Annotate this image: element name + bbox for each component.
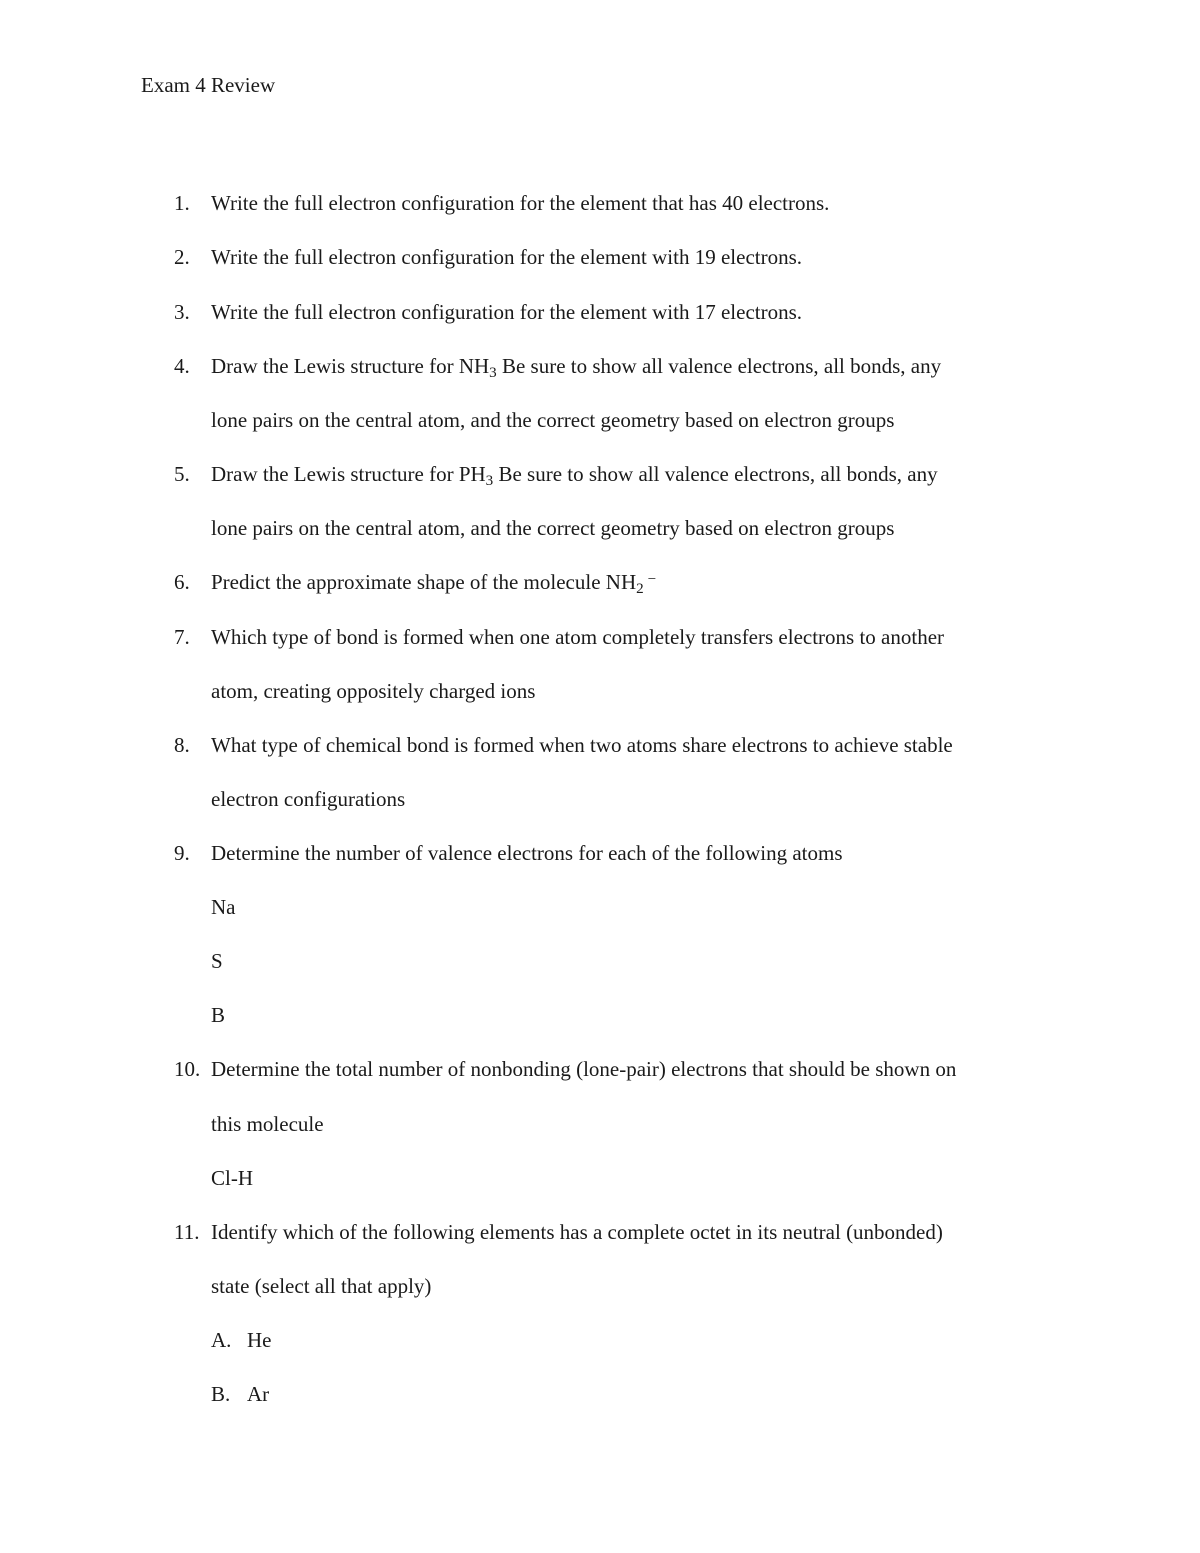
answer-item: Cl-H: [211, 1166, 253, 1190]
question-text-continued: atom, creating oppositely charged ions: [211, 679, 536, 703]
question-text-part: Draw the Lewis structure for PH: [211, 462, 486, 486]
option-letter: B.: [211, 1382, 231, 1406]
question-text: Write the full electron configuration for the element that has 40 electrons.: [211, 191, 830, 215]
question-text: Determine the number of valence electrons for each of the following atoms: [211, 841, 843, 865]
question-text: Write the full electron configuration for the element with 19 electrons.: [211, 245, 803, 269]
question-number: 2.: [174, 245, 190, 269]
question-text: Write the full electron configuration for the element with 17 electrons.: [211, 300, 803, 324]
question-text-part: Predict the approximate shape of the molecule NH: [211, 570, 637, 594]
document-title: Exam 4 Review: [141, 73, 276, 97]
answer-option: [211, 1381, 269, 1407]
answer-item: B: [211, 1003, 226, 1027]
question-number: 11.: [174, 1220, 200, 1244]
question-number: 4.: [174, 354, 190, 378]
question-text-continued: lone pairs on the central atom, and the correct geometry based on electron groups: [211, 516, 895, 540]
question-text: Which type of bond is formed when one atom completely transfers electrons to another: [211, 625, 945, 649]
question-text-continued: lone pairs on the central atom, and the correct geometry based on electron groups: [211, 408, 895, 432]
question-text-part: Be sure to show all valence electrons, all bonds, any: [496, 354, 942, 378]
question-text-part: Draw the Lewis structure for NH: [211, 354, 490, 378]
subscript: 3: [485, 473, 494, 490]
option-text: He: [247, 1328, 272, 1352]
question-text: [211, 353, 942, 382]
question-number: 8.: [174, 733, 190, 757]
question-number: 10.: [174, 1057, 201, 1081]
question-text: [211, 569, 656, 598]
question-text-part: Be sure to show all valence electrons, all bonds, any: [493, 462, 938, 486]
question-text: Determine the total number of nonbonding (lone-pair) electrons that should be shown on: [211, 1057, 957, 1081]
superscript: −: [643, 571, 656, 588]
answer-item: Na: [211, 895, 236, 919]
question-number: 9.: [174, 841, 190, 865]
question-text: [211, 461, 938, 490]
answer-item: S: [211, 949, 223, 973]
question-number: 1.: [174, 191, 190, 215]
question-number: 6.: [174, 570, 190, 594]
subscript: 2: [636, 581, 644, 598]
question-text: Identify which of the following elements has a complete octet in its neutral (unbonded): [211, 1220, 943, 1244]
option-text: Ar: [247, 1382, 270, 1406]
question-text-continued: electron configurations: [211, 787, 406, 811]
question-text: What type of chemical bond is formed when two atoms share electrons to achieve stable: [211, 733, 953, 757]
question-number: 5.: [174, 462, 190, 486]
question-number: 7.: [174, 625, 190, 649]
question-number: 3.: [174, 300, 190, 324]
subscript: 3: [489, 365, 497, 382]
answer-option: [211, 1327, 272, 1353]
question-text-continued: this molecule: [211, 1112, 324, 1136]
option-letter: A.: [211, 1328, 232, 1352]
question-text-continued: state (select all that apply): [211, 1274, 432, 1298]
